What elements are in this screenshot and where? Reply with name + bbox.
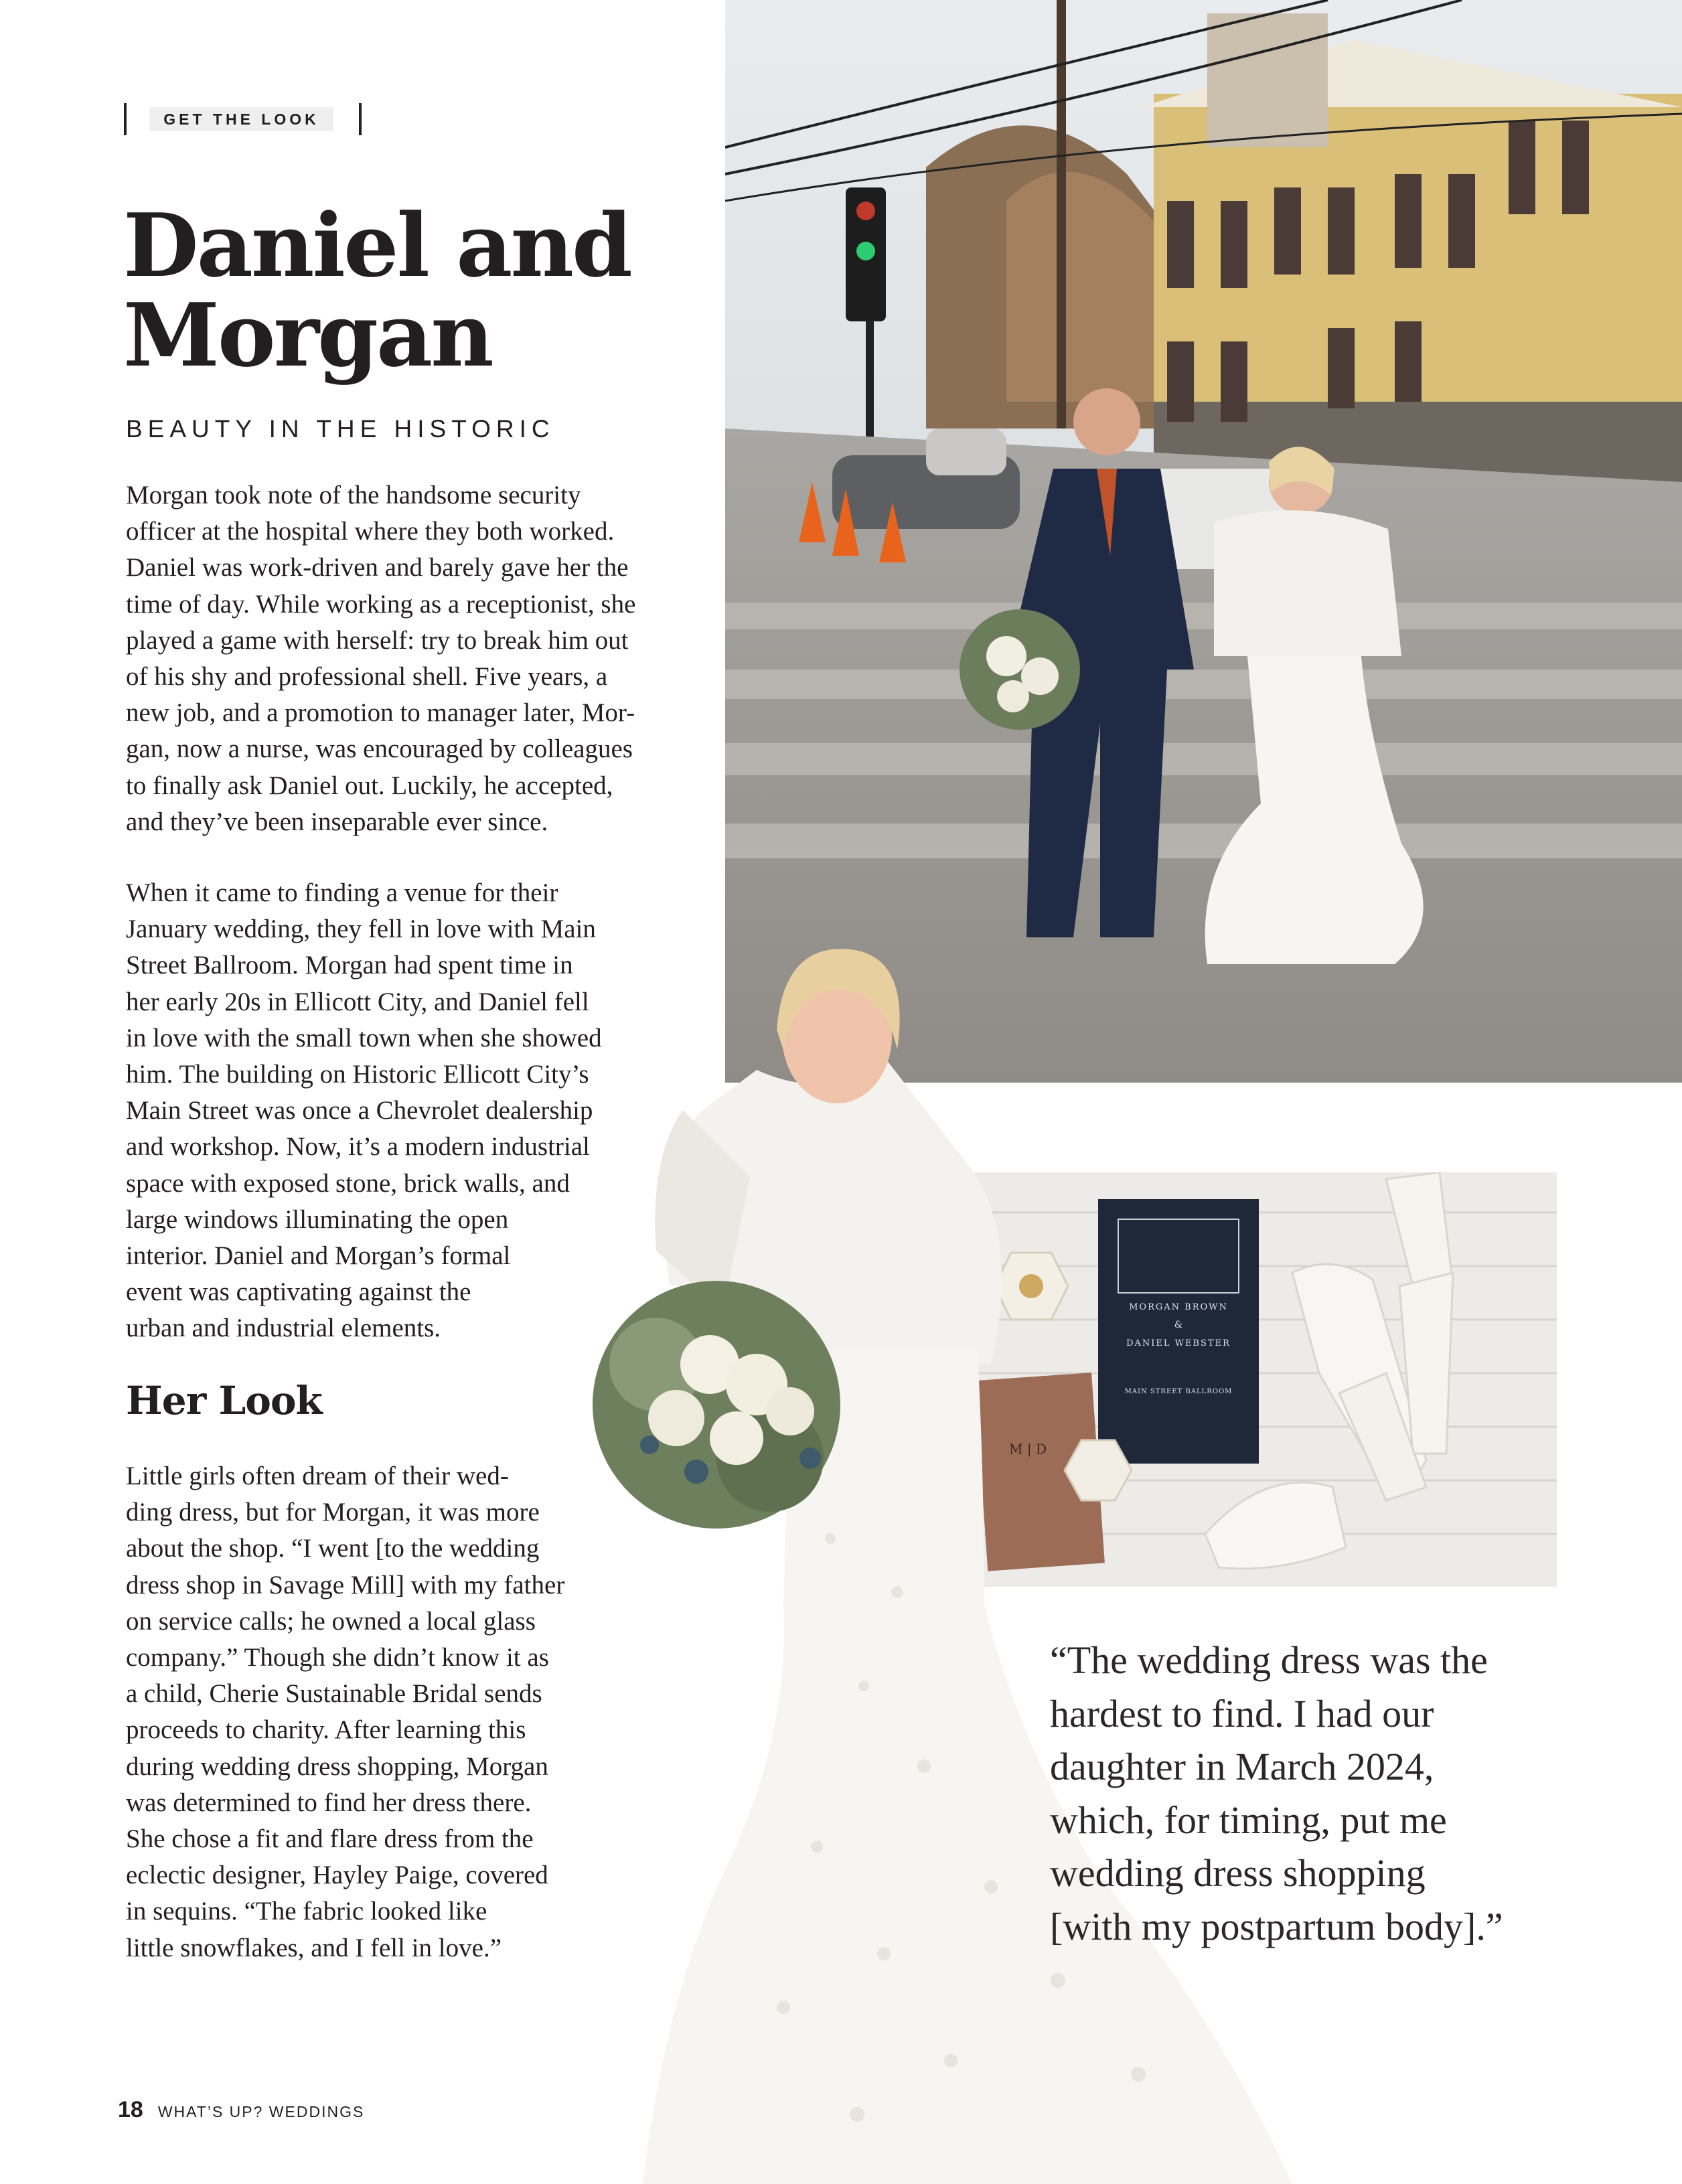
invitation-names-2: DANIEL WEBSTER <box>1126 1338 1231 1348</box>
body-paragraph-3: Little girls often dream of their wed- ding dress, but for Morgan, it was more about the shop. “I went [to the wedding dress shop in Savage Mill] with my father on service calls; he owned a local glass company.” Though she didn’t know it as a child, Cherie Sustainable Bridal sends proceeds to charity. After learning this during wedding dress shopping, Morgan was determined to find her dress there. She chose a fit and flare dress from the eclectic designer, Hayley Paige, covered in sequins. “The fabric looked like little snowflakes, and I fell in love.” <box>126 1462 565 1962</box>
page-footer <box>118 2097 364 2123</box>
article-title: Daniel and Morgan <box>123 194 631 386</box>
bride-portrait-cutout <box>549 936 1306 2184</box>
page-number: 18 <box>118 2097 143 2122</box>
couple-street-photo <box>725 0 1682 1083</box>
kicker-rule-left <box>124 103 127 135</box>
monogram: M | D <box>1009 1441 1047 1457</box>
article-subtitle: BEAUTY IN THE HISTORIC <box>126 415 555 443</box>
invitation-names: MORGAN BROWN <box>1129 1302 1228 1312</box>
kicker-label: GET THE LOOK <box>149 107 333 131</box>
kicker-rule-right <box>359 103 362 135</box>
pull-quote: “The wedding dress was the hardest to find. I had our daughter in March 2024, which, for timing, put me wedding dress shopping [with my postpartum body].” <box>1050 1638 1503 1948</box>
bouquet-illustration <box>593 1281 840 1529</box>
invitation-venue: MAIN STREET BALLROOM <box>1124 1388 1233 1395</box>
body-paragraph-1: Morgan took note of the handsome security officer at the hospital where they both worked. Daniel was work-driven and barely gave her the time of day. While working as a receptionist, she played a game with herself: try to break him out of his shy and professional shell. Five years, a new job, and a promotion to manager later, Mor- gan, now a nurse, was encouraged by colleagues to finally ask Daniel out. Luckily, he accepted, and they’ve been inseparable ever since. <box>126 481 636 836</box>
section-heading: Her Look <box>126 1378 322 1423</box>
section-kicker <box>124 103 362 135</box>
body-paragraph-2: When it came to finding a venue for their January wedding, they fell in love with Main Street Ballroom. Morgan had spent time in her early 20s in Ellicott City, and Daniel fell in love with the small town when she showed him. The building on Historic Ellicott City’s Main Street was once a Chevrolet dealership and workshop. Now, it’s a modern industrial space with exposed stone, brick walls, and large windows illuminating the open interior. Daniel and Morgan’s formal event was captivating against the urban and industrial elements. <box>126 878 602 1343</box>
publication-name: WHAT’S UP? WEDDINGS <box>157 2103 365 2120</box>
invitation-ampersand: & <box>1174 1320 1183 1330</box>
